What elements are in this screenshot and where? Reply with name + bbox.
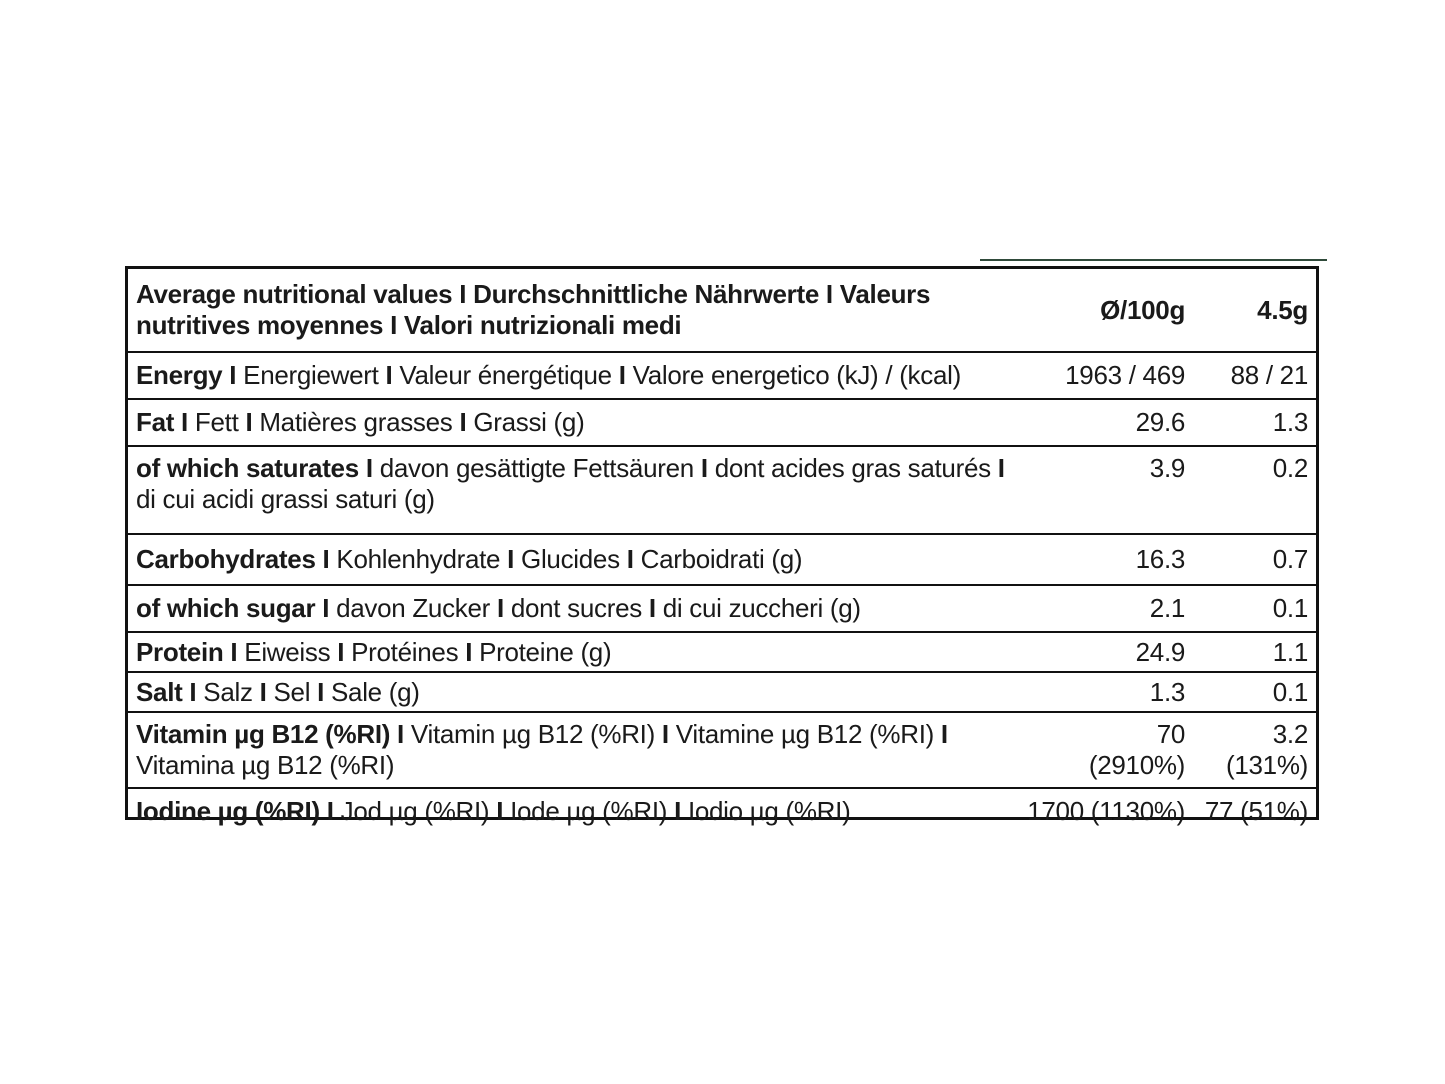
separator: I <box>459 407 467 437</box>
row-label-de: Energiewert <box>243 360 379 390</box>
row-label-fr: Iode µg (%RI) <box>510 795 668 826</box>
row-label <box>128 672 1015 712</box>
value-per-portion: 0.2 <box>1193 446 1316 534</box>
row-label-de: Eiweiss <box>244 636 331 667</box>
row-label <box>128 352 1015 399</box>
value-amount: 3.2 <box>1272 719 1308 749</box>
separator: I <box>189 676 197 707</box>
row-label-it: di cui zuccheri (g) <box>662 593 861 623</box>
table-row <box>128 672 1316 712</box>
row-label-it: di cui acidi grassi saturi (g) <box>136 484 435 514</box>
separator: I <box>626 544 634 574</box>
row-label <box>128 585 1015 632</box>
row-label-de: davon Zucker <box>336 593 491 623</box>
value-per-portion: 77 (51%) <box>1204 795 1308 826</box>
separator: I <box>648 593 656 623</box>
row-label-bold: Salt <box>136 676 183 707</box>
row-label-it: Iodio µg (%RI) <box>687 795 851 826</box>
separator: I <box>700 453 708 483</box>
value-per-100g: 24.9 <box>1015 632 1193 672</box>
table-row <box>128 352 1316 399</box>
separator: I <box>940 719 948 749</box>
table-row <box>128 632 1316 672</box>
separator: I <box>322 544 330 574</box>
row-label-fr: Matières grasses <box>259 407 453 437</box>
value-per-100g: 29.6 <box>1015 399 1193 446</box>
row-label-bold: Fat <box>136 407 175 437</box>
value-per-100g: 16.3 <box>1015 534 1193 585</box>
row-label-it: Carboidrati (g) <box>640 544 803 574</box>
separator: I <box>181 407 188 437</box>
separator: I <box>245 407 253 437</box>
separator: I <box>507 544 515 574</box>
table-row <box>128 399 1316 446</box>
nutrition-table <box>128 269 1316 833</box>
row-label-fr: Valeur énergétique <box>399 360 612 390</box>
row-label <box>128 399 1015 446</box>
header-per-portion: 4.5g <box>1193 269 1316 352</box>
row-label <box>128 534 1015 585</box>
table-row <box>128 712 1316 788</box>
value-per-portion: 0.1 <box>1193 585 1316 632</box>
table-row <box>128 788 1316 833</box>
row-label-it: Valore energetico (kJ) / (kcal) <box>632 360 961 390</box>
value-per-portion: 88 / 21 <box>1193 352 1316 399</box>
separator: I <box>661 719 669 749</box>
value-per-portion: 0.1 <box>1193 672 1316 712</box>
row-label-bold: of which saturates <box>136 453 359 483</box>
separator: I <box>385 360 393 390</box>
separator: I <box>618 360 626 390</box>
row-label <box>128 712 1015 788</box>
value-ri-percent: (2910%) <box>1088 750 1186 780</box>
row-label-it: Grassi (g) <box>473 407 585 437</box>
separator: I <box>326 795 334 826</box>
row-label-it: Proteine (g) <box>479 636 612 667</box>
row-label-bold: Carbohydrates <box>136 544 316 574</box>
row-label-it: Sale (g) <box>331 676 420 707</box>
value-per-100g <box>1015 712 1193 788</box>
row-label <box>128 788 1015 833</box>
row-label-fr: dont sucres <box>510 593 642 623</box>
separator: I <box>259 676 267 707</box>
row-label-de: Fett <box>194 407 239 437</box>
row-label-fr: Sel <box>273 676 311 707</box>
value-per-100g: 2.1 <box>1015 585 1193 632</box>
separator: I <box>365 453 373 483</box>
separator: I <box>397 719 404 749</box>
row-label-de: davon gesättigte Fettsäuren <box>379 453 694 483</box>
separator: I <box>997 453 1005 483</box>
row-label-de: Salz <box>203 676 253 707</box>
row-label-it: Vitamina µg B12 (%RI) <box>136 750 395 780</box>
separator: I <box>230 636 238 667</box>
row-label-bold: Vitamin µg B12 (%RI) <box>136 719 391 749</box>
table-row <box>128 585 1316 632</box>
row-label-bold: Protein <box>136 636 224 667</box>
row-label-fr: dont acides gras saturés <box>714 453 991 483</box>
value-per-portion <box>1193 712 1316 788</box>
value-per-portion: 1.1 <box>1193 632 1316 672</box>
value-per-portion: 1.3 <box>1193 399 1316 446</box>
row-label-de: Vitamin µg B12 (%RI) <box>410 719 655 749</box>
value-ri-percent: (131%) <box>1225 750 1308 780</box>
separator: I <box>322 593 330 623</box>
table-row <box>128 446 1316 534</box>
value-per-100g: 1963 / 469 <box>1015 352 1193 399</box>
row-label-fr: Protéines <box>351 636 459 667</box>
row-label-bold: of which sugar <box>136 593 316 623</box>
separator: I <box>496 593 504 623</box>
value-per-100g: 3.9 <box>1015 446 1193 534</box>
value-per-100g: 1700 (1130%) <box>1027 795 1186 826</box>
nutrition-table-panel <box>125 266 1319 826</box>
separator: I <box>496 795 504 826</box>
separator: I <box>337 636 345 667</box>
table-row <box>128 534 1316 585</box>
row-label-de: Kohlenhydrate <box>336 544 501 574</box>
table-header-row <box>128 269 1316 352</box>
header-label: Average nutritional values I Durchschnittliche Nährwerte I Valeurs nutritives moyennes I Valori nutrizionali medi <box>128 269 1015 352</box>
value-amount: 70 <box>1156 719 1186 749</box>
separator: I <box>465 636 473 667</box>
decorative-accent-line <box>980 259 1327 261</box>
row-label-de: Jod µg (%RI) <box>340 795 490 826</box>
row-label-fr: Vitamine µg B12 (%RI) <box>675 719 934 749</box>
row-label-bold: Energy <box>136 360 223 390</box>
row-label <box>128 446 1015 534</box>
header-per-100g: Ø/100g <box>1015 269 1193 352</box>
row-label-fr: Glucides <box>521 544 620 574</box>
separator: I <box>229 360 237 390</box>
separator: I <box>317 676 325 707</box>
value-per-100g: 1.3 <box>1015 672 1193 712</box>
row-label <box>128 632 1015 672</box>
row-label-bold: Iodine µg (%RI) <box>136 795 320 826</box>
separator: I <box>674 795 681 826</box>
value-per-portion: 0.7 <box>1193 534 1316 585</box>
